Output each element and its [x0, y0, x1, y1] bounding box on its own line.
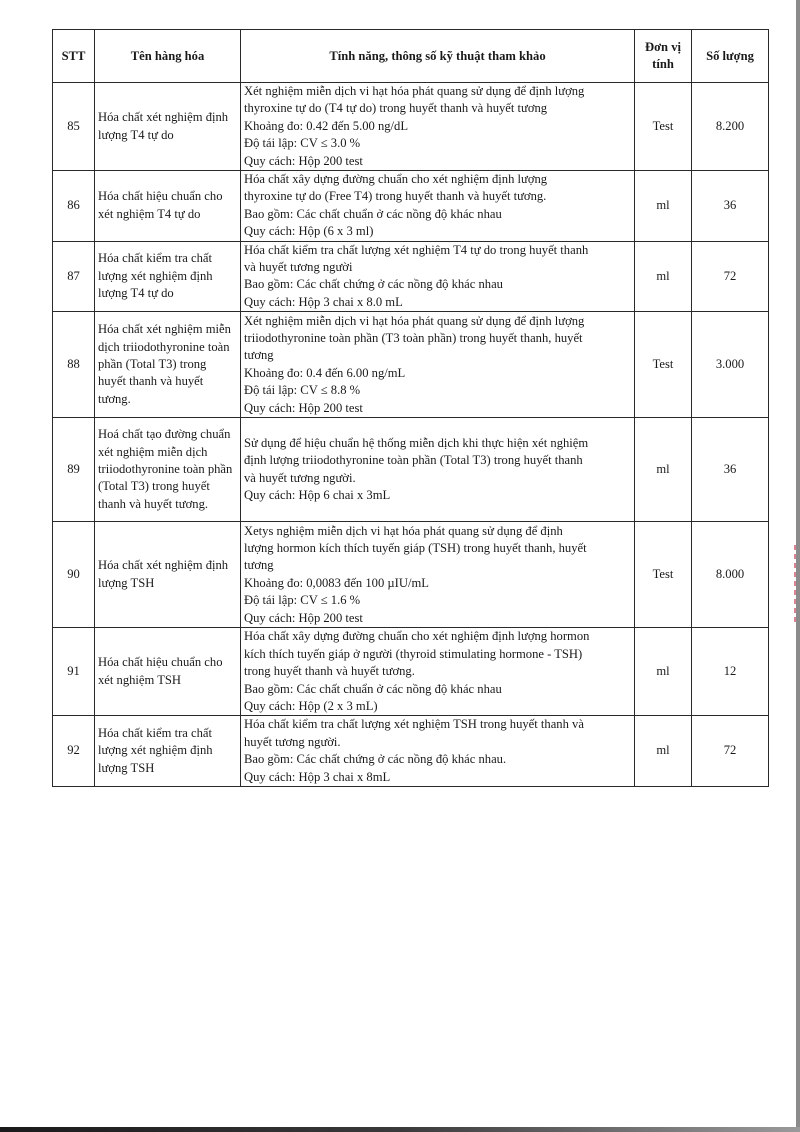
spec-line: Độ tái lập: CV ≤ 3.0 % — [244, 136, 361, 151]
spec-line: Xetys nghiệm miễn dịch vi hạt hóa phát quang sử dụng để định — [244, 523, 563, 538]
spec-line: Độ tái lập: CV ≤ 8.8 % — [244, 383, 361, 398]
row-qty: 72 — [692, 716, 769, 787]
header-qty: Số lượng — [692, 30, 769, 83]
spec-line: Bao gồm: Các chất chuẩn ở các nồng độ khác nhau — [244, 681, 502, 696]
row-name: Hóa chất hiệu chuẩn cho xét nghiệm TSH — [95, 628, 241, 716]
row-spec — [241, 241, 635, 312]
spec-line: Khoảng đo: 0.4 đến 6.00 ng/mL — [244, 365, 406, 380]
row-qty: 8.200 — [692, 83, 769, 171]
red-ink-mark — [794, 545, 796, 625]
spec-line: Quy cách: Hộp 200 test — [244, 610, 363, 625]
row-unit: ml — [635, 628, 692, 716]
spec-line: Quy cách: Hộp 200 test — [244, 400, 363, 415]
row-qty: 3.000 — [692, 312, 769, 418]
spec-line: Độ tái lập: CV ≤ 1.6 % — [244, 593, 361, 608]
row-qty: 12 — [692, 628, 769, 716]
row-qty: 72 — [692, 241, 769, 312]
row-unit: ml — [635, 171, 692, 242]
row-spec — [241, 171, 635, 242]
spec-line: Hóa chất kiểm tra chất lượng xét nghiệm TSH trong huyết thanh và — [244, 717, 584, 732]
scan-edge-bottom — [0, 1127, 800, 1132]
spec-line: Bao gồm: Các chất chứng ở các nồng độ khác nhau. — [244, 752, 507, 767]
table-header-row — [53, 30, 769, 83]
spec-line: tương — [244, 558, 274, 573]
spec-line: Hóa chất kiểm tra chất lượng xét nghiệm T4 tự do trong huyết thanh — [244, 242, 589, 257]
row-unit: ml — [635, 241, 692, 312]
spec-line: Xét nghiệm miễn dịch vi hạt hóa phát quang sử dụng để định lượng — [244, 313, 585, 328]
spec-line: Khoảng đo: 0.42 đến 5.00 ng/dL — [244, 118, 409, 133]
header-unit-text: Đơn vị tính — [644, 40, 682, 71]
row-spec — [241, 83, 635, 171]
row-unit: ml — [635, 418, 692, 522]
row-stt: 90 — [53, 522, 95, 628]
row-unit: Test — [635, 83, 692, 171]
spec-line: và huyết tương người — [244, 260, 353, 275]
spec-line: thyroxine tự do (T4 tự do) trong huyết thanh và huyết tương — [244, 101, 548, 116]
spec-line: Hóa chất xây dựng đường chuẩn cho xét nghiệm định lượng hormon — [244, 629, 590, 644]
row-name: Hóa chất xét nghiệm miễn dịch triiodothyronine toàn phần (Total T3) trong huyết thanh và huyết tương. — [95, 312, 241, 418]
row-name: Hóa chất kiểm tra chất lượng xét nghiệm định lượng TSH — [95, 716, 241, 787]
spec-line: Quy cách: Hộp (6 x 3 ml) — [244, 224, 374, 239]
header-unit — [635, 30, 692, 83]
row-unit: Test — [635, 312, 692, 418]
spec-line: Quy cách: Hộp 3 chai x 8mL — [244, 769, 391, 784]
row-spec — [241, 716, 635, 787]
spec-line: huyết tương người. — [244, 734, 341, 749]
spec-line: Khoảng đo: 0,0083 đến 100 µIU/mL — [244, 575, 429, 590]
table-row — [53, 312, 769, 418]
spec-line: triiodothyronine toàn phần (T3 toàn phần) trong huyết thanh, huyết — [244, 330, 583, 345]
row-stt: 91 — [53, 628, 95, 716]
specification-table — [52, 29, 769, 787]
table-row — [53, 171, 769, 242]
spec-line: Quy cách: Hộp 3 chai x 8.0 mL — [244, 294, 403, 309]
spec-line: trong huyết thanh và huyết tương. — [244, 664, 415, 679]
table-row — [53, 522, 769, 628]
spec-line: tương — [244, 348, 274, 363]
row-stt: 92 — [53, 716, 95, 787]
row-stt: 85 — [53, 83, 95, 171]
row-name: Hoá chất tạo đường chuẩn xét nghiệm miễn dịch triiodothyronine toàn phần (Total T3) trong huyết thanh và huyết tương. — [95, 418, 241, 522]
row-name: Hóa chất xét nghiệm định lượng TSH — [95, 522, 241, 628]
row-qty: 8.000 — [692, 522, 769, 628]
spec-line: Bao gồm: Các chất chứng ở các nồng độ khác nhau — [244, 277, 503, 292]
spec-line: Hóa chất xây dựng đường chuẩn cho xét nghiệm định lượng — [244, 172, 548, 187]
spec-line: Xét nghiệm miễn dịch vi hạt hóa phát quang sử dụng để định lượng — [244, 84, 585, 98]
table-row — [53, 716, 769, 787]
row-spec — [241, 628, 635, 716]
row-spec — [241, 522, 635, 628]
spec-line: định lượng triiodothyronine toàn phần (Total T3) trong huyết thanh — [244, 453, 583, 468]
row-name: Hóa chất hiệu chuẩn cho xét nghiệm T4 tự do — [95, 171, 241, 242]
spec-line: Quy cách: Hộp (2 x 3 mL) — [244, 698, 378, 713]
spec-line: Sử dụng để hiệu chuẩn hệ thống miễn dịch khi thực hiện xét nghiệm — [244, 435, 589, 450]
table-row — [53, 83, 769, 171]
row-name: Hóa chất kiểm tra chất lượng xét nghiệm định lượng T4 tự do — [95, 241, 241, 312]
table-row — [53, 241, 769, 312]
row-qty: 36 — [692, 171, 769, 242]
row-unit: Test — [635, 522, 692, 628]
row-name: Hóa chất xét nghiệm định lượng T4 tự do — [95, 83, 241, 171]
row-unit: ml — [635, 716, 692, 787]
spec-line: Quy cách: Hộp 200 test — [244, 153, 363, 168]
row-stt: 86 — [53, 171, 95, 242]
spec-line: Bao gồm: Các chất chuẩn ở các nồng độ khác nhau — [244, 206, 502, 221]
row-spec — [241, 418, 635, 522]
row-qty: 36 — [692, 418, 769, 522]
row-spec — [241, 312, 635, 418]
header-stt: STT — [53, 30, 95, 83]
scan-edge-right — [796, 0, 800, 1132]
row-stt: 89 — [53, 418, 95, 522]
table-row — [53, 418, 769, 522]
spec-line: lượng hormon kích thích tuyến giáp (TSH) trong huyết thanh, huyết — [244, 540, 587, 555]
table-row — [53, 628, 769, 716]
header-spec: Tính năng, thông số kỹ thuật tham khảo — [241, 30, 635, 83]
spec-line: thyroxine tự do (Free T4) trong huyết thanh và huyết tương. — [244, 189, 547, 204]
spec-line: Quy cách: Hộp 6 chai x 3mL — [244, 488, 391, 503]
row-stt: 87 — [53, 241, 95, 312]
row-stt: 88 — [53, 312, 95, 418]
spec-line: kích thích tuyến giáp ở người (thyroid stimulating hormone - TSH) — [244, 646, 583, 661]
spec-line: và huyết tương người. — [244, 470, 356, 485]
header-name: Tên hàng hóa — [95, 30, 241, 83]
